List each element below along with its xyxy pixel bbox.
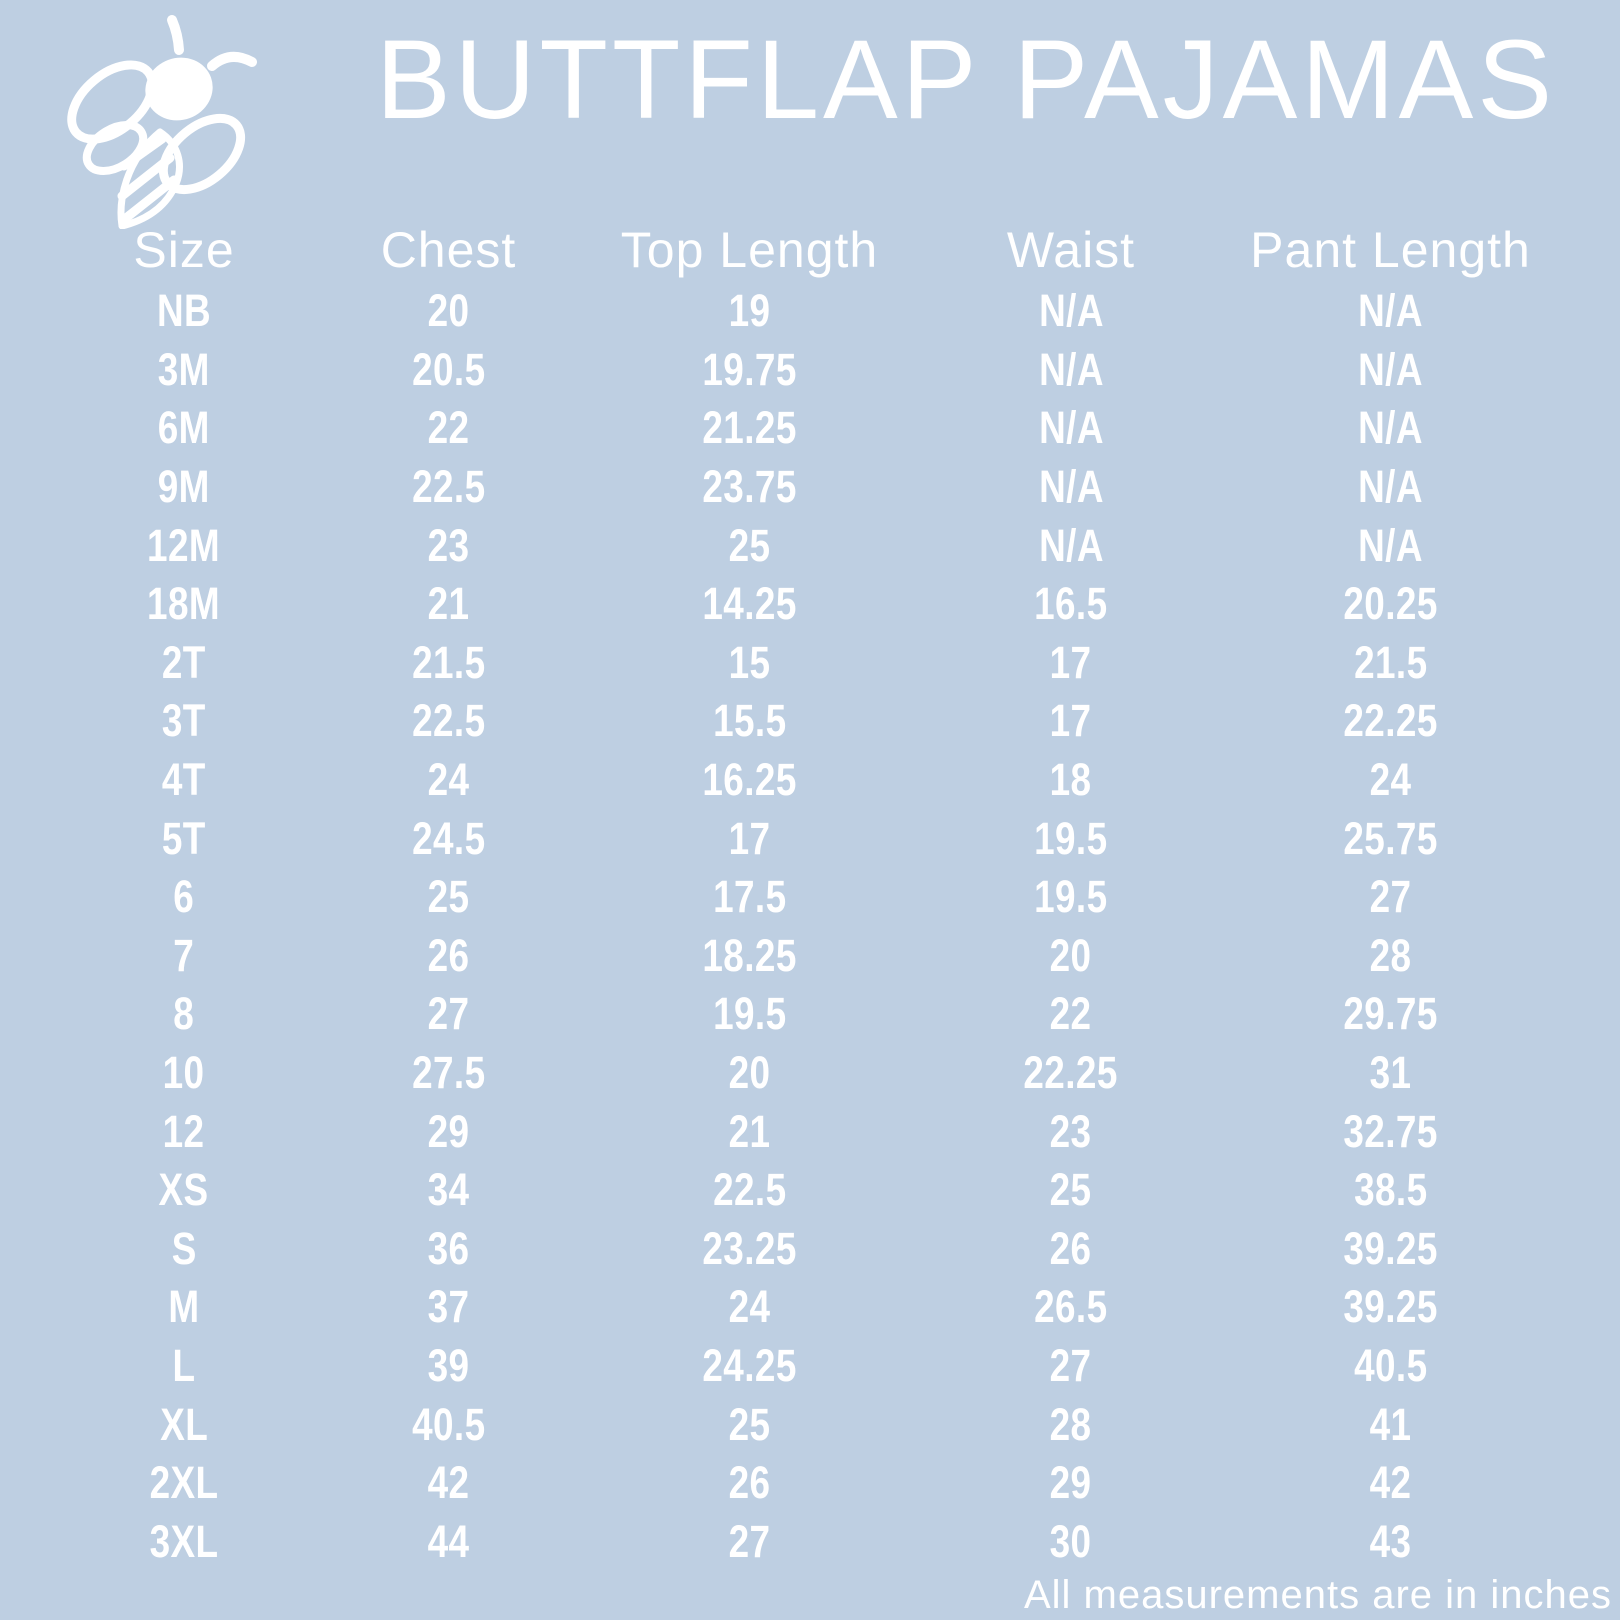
measurement-value-cell <box>589 1278 910 1337</box>
measurement-value-cell <box>308 809 589 868</box>
cell-text: 12M <box>147 519 221 571</box>
cell-text: 22 <box>1050 988 1092 1040</box>
cell-text: 18 <box>1050 754 1092 806</box>
cell-text: S <box>171 1222 197 1274</box>
cell-text: 19 <box>728 285 771 337</box>
cell-text: 17 <box>1050 695 1092 747</box>
cell-text: 3T <box>162 695 206 747</box>
cell-text: 20 <box>427 285 470 337</box>
table-header-row <box>60 218 1620 282</box>
size-label-cell <box>60 516 308 575</box>
size-label-cell <box>60 575 308 634</box>
cell-text: 22 <box>427 402 470 454</box>
measurement-value-cell <box>910 1395 1232 1454</box>
cell-text: 6 <box>173 871 195 923</box>
bee-icon <box>62 4 277 229</box>
measurement-value-cell <box>308 1044 589 1103</box>
cell-text: 39.25 <box>1343 1222 1438 1274</box>
cell-text: 21.5 <box>1353 636 1428 688</box>
size-label-cell <box>60 1454 308 1513</box>
column-header-top-length: Top Length <box>620 222 879 278</box>
measurement-value-cell <box>1232 692 1549 751</box>
cell-text: N/A <box>1038 343 1104 395</box>
measurement-value-cell <box>308 868 589 927</box>
cell-text: 2XL <box>149 1457 219 1509</box>
measurement-value-cell <box>589 1044 910 1103</box>
measurement-value-cell <box>1232 575 1549 634</box>
measurement-value-cell <box>308 1220 589 1279</box>
cell-text: XL <box>160 1398 208 1450</box>
cell-text: 20.5 <box>411 343 486 395</box>
measurement-value-cell <box>910 575 1232 634</box>
cell-text: 10 <box>163 1047 205 1099</box>
cell-text: 29 <box>427 1105 470 1157</box>
measurement-value-cell <box>1232 868 1549 927</box>
measurement-value-cell <box>589 868 910 927</box>
size-label-cell <box>60 399 308 458</box>
measurement-value-cell <box>308 1337 589 1396</box>
measurement-value-cell <box>589 1337 910 1396</box>
cell-text: 41 <box>1369 1398 1412 1450</box>
measurement-value-cell <box>589 692 910 751</box>
size-label-cell <box>60 927 308 986</box>
measurement-value-cell <box>1232 1044 1549 1103</box>
cell-text: 21 <box>728 1105 771 1157</box>
measurement-value-cell <box>308 692 589 751</box>
size-label-cell <box>60 458 308 517</box>
measurement-value-cell <box>910 516 1232 575</box>
cell-text: 23 <box>1050 1105 1092 1157</box>
cell-text: N/A <box>1038 461 1104 513</box>
cell-text: 39.25 <box>1343 1281 1438 1333</box>
measurement-value-cell <box>589 458 910 517</box>
measurement-value-cell <box>1232 809 1549 868</box>
measurement-value-cell <box>1232 1220 1549 1279</box>
measurement-value-cell <box>589 1161 910 1220</box>
cell-text: 26 <box>1050 1222 1092 1274</box>
cell-text: 42 <box>1369 1457 1412 1509</box>
measurement-value-cell <box>1232 341 1549 400</box>
measurement-value-cell <box>1232 1278 1549 1337</box>
measurement-value-cell <box>910 399 1232 458</box>
cell-text: 21 <box>427 578 470 630</box>
measurement-value-cell <box>589 985 910 1044</box>
cell-text: 18M <box>147 578 221 630</box>
cell-text: 22.25 <box>1343 695 1438 747</box>
measurement-value-cell <box>589 516 910 575</box>
measurement-value-cell <box>589 1102 910 1161</box>
cell-text: 4T <box>162 754 206 806</box>
cell-text: 20 <box>1050 929 1092 981</box>
measurement-value-cell <box>308 282 589 341</box>
cell-text: 24.25 <box>702 1339 797 1391</box>
size-label-cell <box>60 1161 308 1220</box>
measurement-value-cell <box>589 341 910 400</box>
size-label-cell <box>60 341 308 400</box>
measurement-value-cell <box>1232 985 1549 1044</box>
cell-text: M <box>168 1281 200 1333</box>
cell-text: 40.5 <box>411 1398 486 1450</box>
cell-text: 22.5 <box>712 1164 787 1216</box>
measurement-value-cell <box>1232 282 1549 341</box>
measurement-value-cell <box>589 809 910 868</box>
cell-text: NB <box>156 285 212 337</box>
cell-text: 7 <box>173 929 195 981</box>
cell-text: 44 <box>427 1515 470 1567</box>
measurement-value-cell <box>308 1512 589 1571</box>
size-label-cell <box>60 634 308 693</box>
cell-text: 43 <box>1369 1515 1412 1567</box>
cell-text: 23 <box>427 519 470 571</box>
cell-text: 22.25 <box>1023 1047 1119 1099</box>
measurement-value-cell <box>589 634 910 693</box>
measurement-value-cell <box>910 1512 1232 1571</box>
measurement-value-cell <box>910 282 1232 341</box>
measurement-value-cell <box>910 868 1232 927</box>
size-label-cell <box>60 1512 308 1571</box>
cell-text: 22.5 <box>411 695 486 747</box>
measurement-value-cell <box>589 399 910 458</box>
measurement-value-cell <box>308 575 589 634</box>
measurement-value-cell <box>910 809 1232 868</box>
cell-text: 31 <box>1369 1047 1412 1099</box>
measurement-value-cell <box>910 458 1232 517</box>
cell-text: 23.75 <box>702 461 797 513</box>
measurement-value-cell <box>1232 1454 1549 1513</box>
page-title: BUTTFLAP PAJAMAS <box>375 17 1557 142</box>
cell-text: 23.25 <box>702 1222 797 1274</box>
cell-text: 17.5 <box>712 871 787 923</box>
cell-text: 17 <box>1050 636 1092 688</box>
measurement-value-cell <box>1232 399 1549 458</box>
measurement-value-cell <box>308 1454 589 1513</box>
cell-text: 12 <box>163 1105 205 1157</box>
cell-text: 24.5 <box>411 812 486 864</box>
cell-text: 25.75 <box>1343 812 1438 864</box>
measurement-value-cell <box>910 1220 1232 1279</box>
measurement-value-cell <box>1232 1102 1549 1161</box>
cell-text: 26 <box>427 929 470 981</box>
cell-text: 15 <box>728 636 771 688</box>
cell-text: 16.25 <box>702 754 797 806</box>
cell-text: 40.5 <box>1353 1339 1428 1391</box>
measurement-value-cell <box>589 1512 910 1571</box>
cell-text: 3XL <box>149 1515 219 1567</box>
measurement-value-cell <box>910 1454 1232 1513</box>
measurement-value-cell <box>910 1161 1232 1220</box>
cell-text: 19.5 <box>1034 871 1108 923</box>
measurement-value-cell <box>589 575 910 634</box>
measurement-value-cell <box>1232 516 1549 575</box>
measurement-value-cell <box>308 1278 589 1337</box>
cell-text: 17 <box>728 812 771 864</box>
cell-text: 2T <box>162 636 206 688</box>
cell-text: 25 <box>1050 1164 1092 1216</box>
size-label-cell <box>60 1278 308 1337</box>
size-label-cell <box>60 751 308 810</box>
measurement-value-cell <box>1232 927 1549 986</box>
cell-text: 14.25 <box>702 578 797 630</box>
measurement-value-cell <box>589 1220 910 1279</box>
size-label-cell <box>60 1395 308 1454</box>
measurement-value-cell <box>589 751 910 810</box>
cell-text: 20.25 <box>1343 578 1438 630</box>
cell-text: 21.5 <box>411 636 486 688</box>
cell-text: 9M <box>157 461 211 513</box>
cell-text: 29.75 <box>1343 988 1438 1040</box>
measurement-value-cell <box>589 927 910 986</box>
measurement-value-cell <box>308 1395 589 1454</box>
cell-text: N/A <box>1358 285 1423 337</box>
size-chart-table <box>0 218 1620 1571</box>
measurement-value-cell <box>1232 1512 1549 1571</box>
cell-text: L <box>172 1339 196 1391</box>
cell-text: N/A <box>1358 402 1423 454</box>
measurement-value-cell <box>1232 1395 1549 1454</box>
size-label-cell <box>60 1044 308 1103</box>
cell-text: 20 <box>728 1047 771 1099</box>
size-label-cell <box>60 1102 308 1161</box>
cell-text: 26 <box>728 1457 771 1509</box>
measurement-value-cell <box>910 1337 1232 1396</box>
measurement-value-cell <box>910 751 1232 810</box>
cell-text: 42 <box>427 1457 470 1509</box>
cell-text: 19.5 <box>1034 812 1108 864</box>
cell-text: 19.5 <box>712 988 787 1040</box>
cell-text: 27 <box>728 1515 771 1567</box>
cell-text: 30 <box>1050 1515 1092 1567</box>
size-label-cell <box>60 868 308 927</box>
measurement-value-cell <box>308 1161 589 1220</box>
cell-text: 26.5 <box>1034 1281 1108 1333</box>
cell-text: 22.5 <box>411 461 486 513</box>
column-header-size: Size <box>133 222 235 278</box>
measurement-note: All measurements are in inches <box>1023 1573 1612 1617</box>
cell-text: 21.25 <box>702 402 797 454</box>
measurement-value-cell <box>589 1395 910 1454</box>
cell-text: 25 <box>728 519 771 571</box>
measurement-value-cell <box>910 1102 1232 1161</box>
cell-text: 24 <box>728 1281 771 1333</box>
size-label-cell <box>60 692 308 751</box>
measurement-value-cell <box>308 985 589 1044</box>
cell-text: N/A <box>1038 519 1104 571</box>
measurement-value-cell <box>910 341 1232 400</box>
cell-text: 27 <box>427 988 470 1040</box>
bee-logo <box>62 4 277 229</box>
measurement-value-cell <box>308 927 589 986</box>
cell-text: 24 <box>1369 754 1412 806</box>
cell-text: 28 <box>1050 1398 1092 1450</box>
cell-text: 19.75 <box>702 343 797 395</box>
size-label-cell <box>60 809 308 868</box>
cell-text: N/A <box>1358 519 1423 571</box>
size-label-cell <box>60 1220 308 1279</box>
cell-text: 28 <box>1369 929 1412 981</box>
measurement-value-cell <box>308 458 589 517</box>
measurement-value-cell <box>1232 634 1549 693</box>
cell-text: N/A <box>1038 402 1104 454</box>
cell-text: N/A <box>1358 461 1423 513</box>
measurement-value-cell <box>308 1102 589 1161</box>
cell-text: N/A <box>1038 285 1104 337</box>
cell-text: 27 <box>1050 1339 1092 1391</box>
cell-text: 36 <box>427 1222 470 1274</box>
measurement-value-cell <box>308 634 589 693</box>
cell-text: 37 <box>427 1281 470 1333</box>
column-header-waist: Waist <box>1006 222 1136 278</box>
size-label-cell <box>60 1337 308 1396</box>
size-label-cell <box>60 985 308 1044</box>
cell-text: 34 <box>427 1164 470 1216</box>
cell-text: 8 <box>173 988 195 1040</box>
measurement-value-cell <box>308 341 589 400</box>
measurement-value-cell <box>910 692 1232 751</box>
measurement-value-cell <box>308 399 589 458</box>
table-body <box>60 282 1620 1571</box>
cell-text: 3M <box>157 343 211 395</box>
cell-text: 25 <box>728 1398 771 1450</box>
measurement-value-cell <box>589 1454 910 1513</box>
measurement-value-cell <box>308 751 589 810</box>
measurement-value-cell <box>910 1044 1232 1103</box>
measurement-value-cell <box>308 516 589 575</box>
measurement-value-cell <box>1232 1337 1549 1396</box>
cell-text: 5T <box>162 812 206 864</box>
measurement-value-cell <box>1232 1161 1549 1220</box>
measurement-value-cell <box>910 927 1232 986</box>
cell-text: 24 <box>427 754 470 806</box>
cell-text: 32.75 <box>1343 1105 1438 1157</box>
column-header-chest: Chest <box>380 222 517 278</box>
measurement-value-cell <box>1232 751 1549 810</box>
cell-text: 27 <box>1369 871 1412 923</box>
column-header-pant-length: Pant Length <box>1250 222 1531 278</box>
cell-text: 25 <box>427 871 470 923</box>
measurement-value-cell <box>910 985 1232 1044</box>
cell-text: 6M <box>157 402 211 454</box>
cell-text: 39 <box>427 1339 470 1391</box>
measurement-value-cell <box>910 1278 1232 1337</box>
measurement-value-cell <box>589 282 910 341</box>
cell-text: 38.5 <box>1353 1164 1428 1216</box>
size-label-cell <box>60 282 308 341</box>
cell-text: N/A <box>1358 343 1423 395</box>
cell-text: XS <box>158 1164 210 1216</box>
measurement-value-cell <box>1232 458 1549 517</box>
cell-text: 27.5 <box>411 1047 486 1099</box>
cell-text: 16.5 <box>1034 578 1108 630</box>
cell-text: 29 <box>1050 1457 1092 1509</box>
measurement-value-cell <box>910 634 1232 693</box>
cell-text: 18.25 <box>702 929 797 981</box>
cell-text: 15.5 <box>712 695 787 747</box>
